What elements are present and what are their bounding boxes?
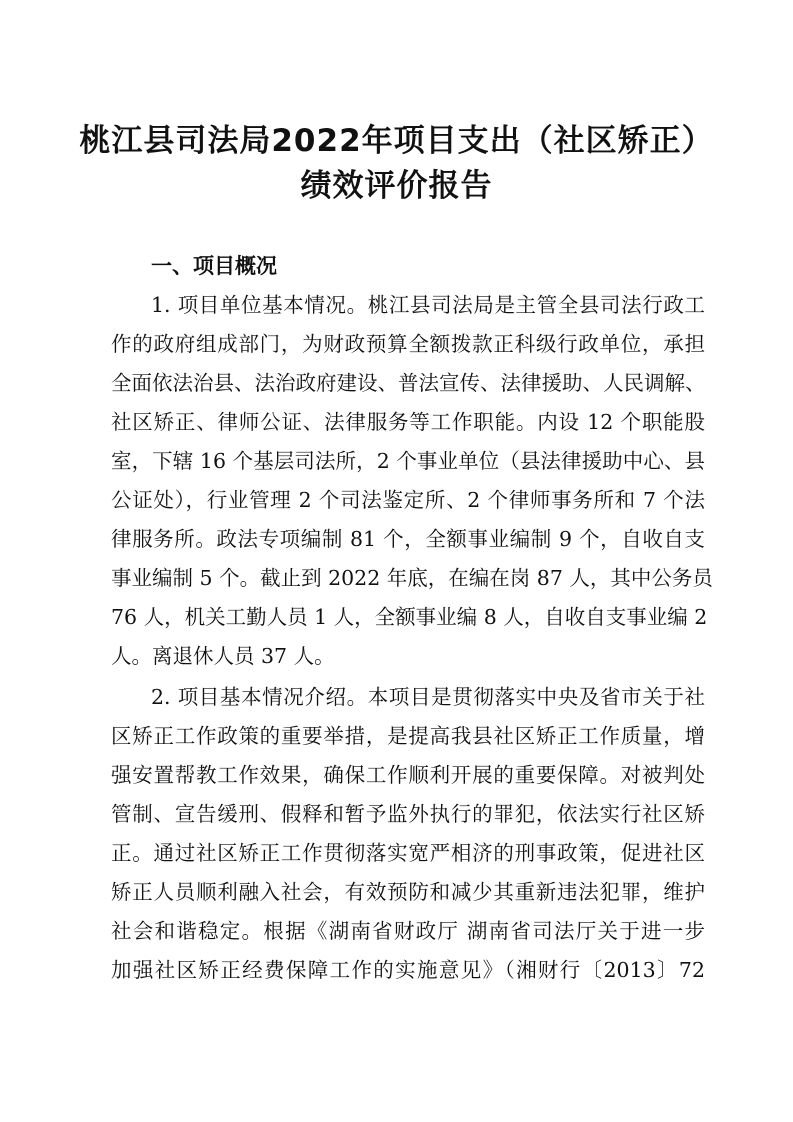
- paragraph-2-line: 2. 项目基本情况介绍。本项目是贯彻落实中央及省市关于社: [151, 685, 705, 709]
- paragraph-2-line: 区矫正工作政策的重要举措，是提高我县社区矫正工作质量，增: [111, 724, 705, 748]
- paragraph-2-line: 加强社区矫正经费保障工作的实施意见》（湘财行〔2013〕72: [111, 958, 705, 982]
- paragraph-2-line: 社会和谐稳定。根据《湖南省财政厅 湖南省司法厅关于进一步: [111, 919, 705, 943]
- paragraph-2-line: 正。通过社区矫正工作贯彻落实宽严相济的刑事政策，促进社区: [111, 841, 705, 865]
- paragraph-1-line: 人。离退休人员 37 人。: [111, 644, 335, 668]
- report-title-line-1: 桃江县司法局2022年项目支出（社区矫正）: [79, 123, 714, 159]
- paragraph-1-line: 社区矫正、律师公证、法律服务等工作职能。内设 12 个职能股: [111, 410, 705, 434]
- paragraph-1-line: 律服务所。政法专项编制 81 个，全额事业编制 9 个，自收自支: [111, 527, 705, 551]
- report-title-line-2: 绩效评价报告: [300, 168, 493, 204]
- paragraph-1-line: 76 人，机关工勤人员 1 人，全额事业编 8 人，自收自支事业编 2: [111, 605, 708, 629]
- paragraph-1-line: 事业编制 5 个。截止到 2022 年底，在编在岗 87 人，其中公务员: [111, 566, 713, 590]
- paragraph-2-line: 管制、宣告缓刑、假释和暂予监外执行的罪犯，依法实行社区矫: [111, 802, 705, 826]
- paragraph-1-line: 1. 项目单位基本情况。桃江县司法局是主管全县司法行政工: [151, 293, 705, 317]
- paragraph-2-line: 强安置帮教工作效果，确保工作顺利开展的重要保障。对被判处: [111, 763, 705, 787]
- section-heading-project-overview: 一、项目概况: [151, 254, 277, 278]
- paragraph-1-line: 公证处），行业管理 2 个司法鉴定所、2 个律师事务所和 7 个法: [111, 488, 705, 512]
- paragraph-1-line: 作的政府组成部门，为财政预算全额拨款正科级行政单位，承担: [111, 332, 705, 356]
- paragraph-1-line: 全面依法治县、法治政府建设、普法宣传、法律援助、人民调解、: [111, 371, 706, 395]
- paragraph-1-line: 室，下辖 16 个基层司法所，2 个事业单位（县法律援助中心、县: [111, 449, 705, 473]
- paragraph-2-line: 矫正人员顺利融入社会，有效预防和减少其重新违法犯罪，维护: [111, 880, 705, 904]
